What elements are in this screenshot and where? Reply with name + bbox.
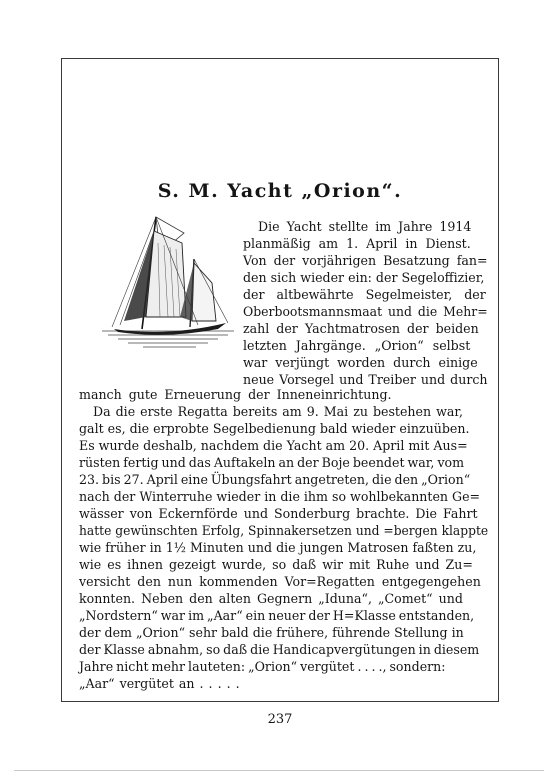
text-line: Jahre nicht mehr lauteten: „Orion“ vergütet . . . ., sondern: [79, 659, 446, 674]
text-line: der dem „Orion“ sehr bald die frühere, führende Stellung in [79, 625, 464, 640]
text-line: wie es ihnen gezeigt wurde, so daß wir mit Ruhe und Zu= [79, 557, 473, 572]
text-line: Oberbootsmannsmaat und die Mehr= [243, 304, 488, 319]
text-line: 23. bis 27. April eine Übungsfahrt angetreten, die den „Orion“ [79, 472, 471, 487]
text-line: Da die erste Regatta bereits am 9. Mai zu bestehen war, [93, 404, 464, 419]
bottom-rule [14, 770, 544, 771]
page-title: S. M. Yacht „Orion“. [157, 180, 403, 202]
text-line: neue Vorsegel und Treiber und durch [243, 372, 488, 387]
page-number: 237 [267, 712, 293, 727]
text-line: hatte gewünschten Erfolg, Spinnakersetzen und =bergen klappte [79, 523, 489, 538]
text-line: der altbewährte Segelmeister, der [243, 287, 486, 302]
text-line: planmäßig am 1. April in Dienst. [243, 236, 471, 251]
sailing-yacht-illustration [98, 213, 238, 363]
text-line: „Nordstern“ war im „Aar“ ein neuer der H=Klasse entstanden, [79, 608, 475, 623]
text-line: konnten. Neben den alten Gegnern „Iduna“, „Comet“ und [79, 591, 463, 606]
text-line: den sich wieder ein: der Segeloffizier, [243, 270, 485, 285]
text-line: Die Yacht stellte im Jahre 1914 [258, 219, 472, 234]
text-line: Es wurde deshalb, nachdem die Yacht am 20. April mit Aus= [79, 438, 468, 453]
text-line: rüsten fertig und das Auftakeln an der Boje beendet war, vom [79, 455, 465, 470]
text-line: Von der vorjährigen Besatzung fan= [243, 253, 488, 268]
text-line: nach der Winterruhe wieder in die ihm so wohlbekannten Ge= [79, 489, 481, 504]
text-line: war verjüngt worden durch einige [243, 355, 478, 370]
text-line: zahl der Yachtmatrosen der beiden [243, 321, 479, 336]
text-line: „Aar“ vergütet an . . . . . [79, 676, 240, 691]
text-line: letzten Jahrgänge. „Orion“ selbst [243, 338, 471, 353]
text-line: der Klasse abnahm, so daß die Handicapvergütungen in diesem [79, 642, 480, 657]
text-line: manch gute Erneuerung der Inneneinrichtung. [79, 387, 392, 402]
text-line: wässer von Eckernförde und Sonderburg brachte. Die Fahrt [79, 506, 478, 521]
text-line: galt es, die erprobte Segelbedienung bald wieder einzuüben. [79, 421, 470, 436]
text-line: versicht den nun kommenden Vor=Regatten entgegengehen [79, 574, 481, 589]
text-line: wie früher in 1½ Minuten und die jungen Matrosen faßten zu, [79, 540, 477, 555]
